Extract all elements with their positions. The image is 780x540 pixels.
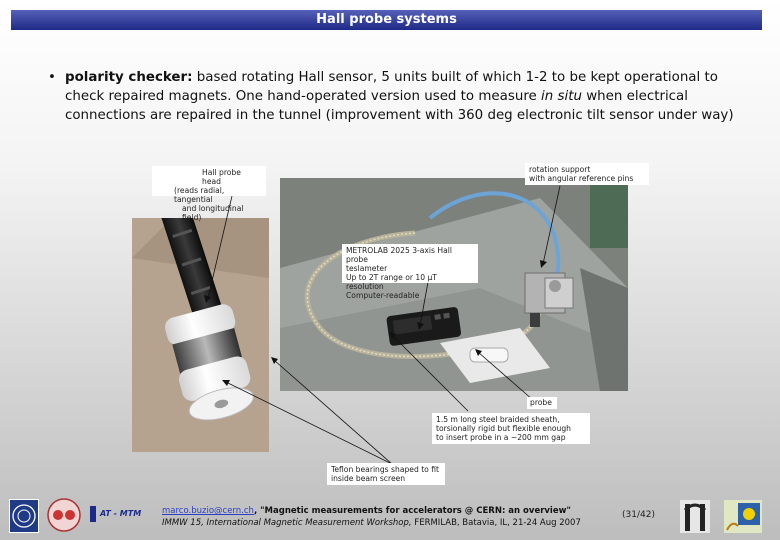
callout-sheath-line: torsionally rigid but flexible enough [436, 424, 571, 433]
author-email-link[interactable]: marco.buzio@cern.ch [162, 506, 254, 516]
accelerator-logo-icon [44, 497, 84, 533]
workshop-logo [724, 500, 762, 533]
bullet-text-1: based rotating Hall sensor, 5 units built of which 1-2 to be kept operational to check repaired magnets. One hand-operated version used to measure [65, 70, 718, 104]
page-title: Hall probe systems [11, 10, 762, 30]
cern-logo-icon [10, 500, 38, 532]
bullet-dot-icon: • [48, 70, 56, 85]
callout-teflon-line: Teflon bearings shaped to fit [331, 465, 440, 474]
footer-line-2 [162, 518, 581, 528]
fermilab-logo [680, 500, 710, 533]
callout-metrolab-line: Computer-readable [346, 291, 420, 300]
accelerator-logo [44, 497, 84, 533]
at-mtm-logo: AT - MTM [90, 506, 158, 522]
workshop-place-date: FERMILAB, Batavia, IL, 21-24 Aug 2007 [411, 518, 581, 528]
callout-probe [527, 397, 557, 409]
callout-metrolab-line: Up to 2T range or 10 μT resolution [346, 273, 437, 291]
callout-rotation-support [525, 163, 649, 185]
callout-sheath-line: 1.5 m long steel braided sheath, [436, 415, 560, 424]
callout-steel-sheath [432, 413, 590, 444]
callout-hall-head-line: and longitudinal field) [182, 204, 244, 222]
callout-rotation-line: rotation support [529, 165, 591, 174]
callout-rotation-line: with angular reference pins [529, 174, 634, 183]
callout-hall-head-line: (reads radial, tangential [174, 186, 225, 204]
footer-line-1 [162, 506, 571, 516]
cern-logo [9, 499, 39, 533]
bullet-italic: in situ [541, 89, 582, 104]
callout-metrolab-line: METROLAB 2025 3-axis Hall probe [346, 246, 452, 264]
bullet-text-2: when electrical connections are repaired in the tunnel (improvement with 360 deg electronic tilt sensor under way) [65, 89, 734, 123]
page-number: (31/42) [622, 510, 655, 520]
callout-teflon-bearings [327, 463, 445, 485]
callout-hall-head-line: Hall probe head [202, 168, 241, 186]
callout-sheath-line: to insert probe in a ~200 mm gap [436, 433, 566, 442]
workshop-name: IMMW 15, International Magnetic Measurement Workshop, [162, 518, 412, 528]
callout-hall-probe-head [152, 166, 266, 222]
callout-metrolab [342, 244, 478, 300]
callout-teflon-line: inside beam screen [331, 474, 406, 483]
fermilab-logo-icon [680, 500, 710, 533]
callout-probe-line: probe [530, 398, 552, 407]
workshop-logo-icon [724, 500, 762, 533]
bullet-bold-lead: polarity checker: [65, 70, 193, 85]
callout-metrolab-line: teslameter [346, 264, 388, 273]
talk-title: , "Magnetic measurements for accelerators @ CERN: an overview" [253, 506, 571, 516]
